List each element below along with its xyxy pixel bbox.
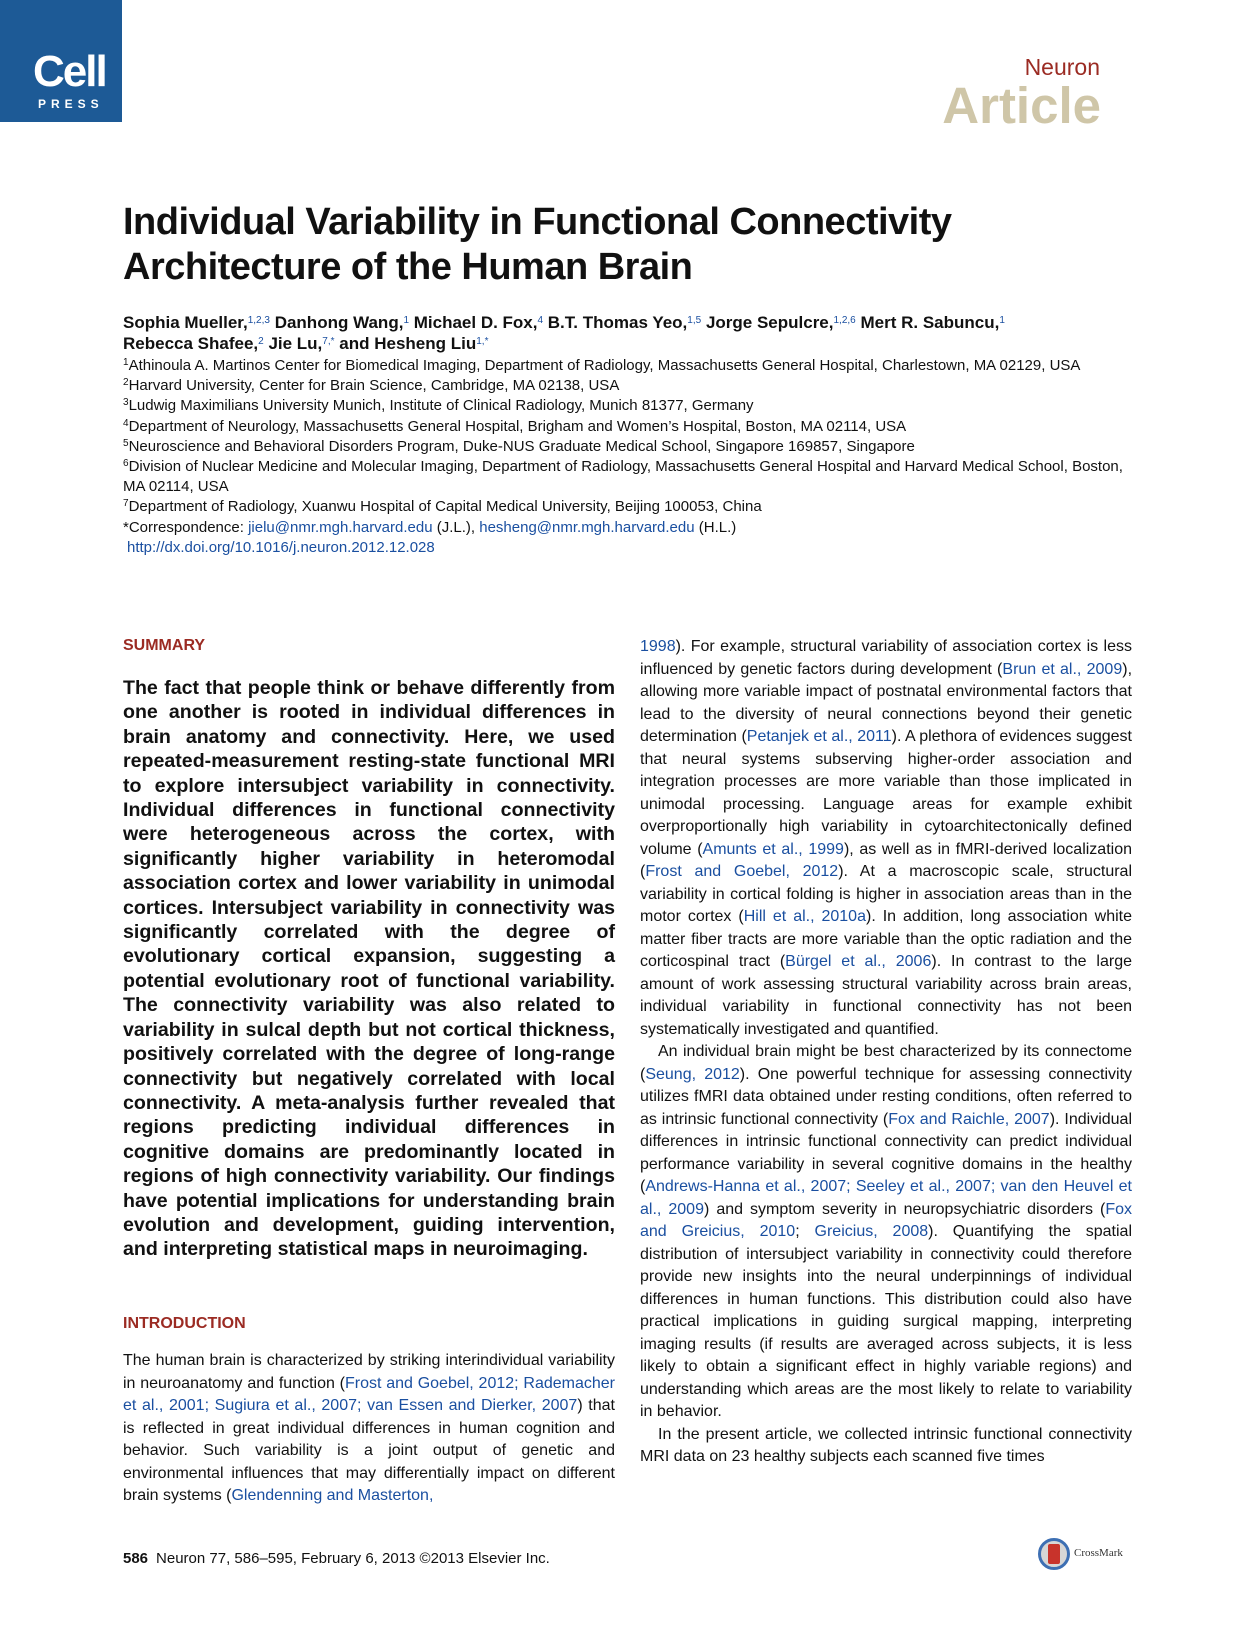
- paragraph-text: ), allowing more variable impact of postnatal environmental factors that lead to the diversity of neural connections beyond their genetic determination (: [640, 660, 1133, 745]
- summary-text: The fact that people think or behave differently from one another is rooted in individual differences in brain anatomy and connectivity. Here, we used repeated-measurement resting-state functional MRI to explore intersubject variability in connectivity. Individual differences in functional connectivity were heterogeneous across the cortex, with significantly higher variability in heteromodal association cortex and lower variability in unimodal cortices. Intersubject variability in connectivity was significantly correlated with the degree of evolutionary cortical expansion, suggesting a potential evolutionary root of functional variability. The connectivity variability was also related to variability in sulcal depth but not cortical thickness, positively correlated with the degree of long-range connectivity but negatively correlated with local connectivity. A meta-analysis further revealed that regions predicting individual differences in cognitive domains are predominantly located in regions of high connectivity variability. Our findings have potential implications for understanding brain evolution and development, guiding intervention, and interpreting statistical maps in neuroimaging.: [123, 677, 615, 1261]
- citation-link[interactable]: Fox and Greicius, 2010: [640, 1200, 1132, 1240]
- author-affiliation-marker[interactable]: 1,2,6: [833, 315, 856, 326]
- paragraph-text: ). For example, structural variability of association cortex is less influenced by genetic factors during development (: [640, 638, 1132, 678]
- author-list: [123, 312, 1103, 354]
- intro-paragraph-4: In the present article, we collected intrinsic functional connectivity MRI data on 23 healthy subjects each scanned five times: [640, 1425, 1132, 1465]
- paragraph-text: ). In contrast to the large amount of work assessing structural variability across brain areas, individual variability in functional connectivity has not been systematically investigated and quantified.: [640, 953, 1133, 1038]
- crossmark-label: CrossMark: [1074, 1547, 1123, 1559]
- affiliation-number: 2: [123, 377, 129, 389]
- correspondence: *Correspondence: jielu@nmr.mgh.harvard.edu (J.L.), hesheng@nmr.mgh.harvard.edu (H.L.): [123, 518, 737, 536]
- author-name: Sophia Mueller,: [123, 313, 248, 332]
- paragraph-text: ). One powerful technique for assessing connectivity utilizes fMRI data obtained under resting conditions, often referred to as intrinsic functional connectivity (: [640, 1065, 1133, 1128]
- intro-paragraph-1: [123, 1350, 615, 1508]
- citation-link[interactable]: Andrews-Hanna et al., 2007; Seeley et al., 2007; van den Heuvel et al., 2009: [640, 1178, 1132, 1218]
- affiliation-number: 1: [123, 357, 129, 368]
- citation-link[interactable]: 1998: [640, 638, 676, 655]
- affiliation-item: [123, 497, 1123, 517]
- paragraph-text: ). In addition, long association white matter fiber tracts are more variable than the optic radiation and the corticospinal tract (: [640, 908, 1133, 970]
- summary-heading: SUMMARY: [123, 637, 206, 654]
- author-affiliation-marker[interactable]: 1,2,3: [247, 315, 270, 326]
- author-affiliation-marker[interactable]: 2: [258, 336, 264, 347]
- citation-link[interactable]: Bürgel et al., 2006: [785, 953, 932, 970]
- intro-paragraph-3: [640, 1041, 1132, 1424]
- author-name: Danhong Wang,: [274, 313, 404, 332]
- journal-citation: Neuron 77, 586–595, February 6, 2013 ©2013 Elsevier Inc.: [156, 1550, 550, 1567]
- logo-press-text: PRESS: [38, 97, 104, 111]
- summary-section: [123, 636, 615, 1262]
- paragraph-text: ). Quantifying the spatial distribution of intersubject variability in connectivity could therefore provide new insights into the neural underpinnings of individual differences in human functions. This distribution could also have practical implications in guiding surgical mapping, interpreting imaging results (if results are averaged across subjects, it is less likely to obtain a significant effect in highly variable regions) and understanding which areas are the most likely to relate to variability in behavior.: [640, 1223, 1132, 1420]
- citation-link[interactable]: Greicius, 2008: [814, 1223, 929, 1240]
- affiliation-item: [123, 457, 1123, 497]
- author-affiliation-marker[interactable]: 1,5: [687, 315, 702, 326]
- author-name: B.T. Thomas Yeo,: [547, 313, 688, 332]
- citation-link[interactable]: Amunts et al., 1999: [702, 840, 844, 858]
- article-type: Article: [942, 77, 1101, 134]
- affiliation-text: Ludwig Maximilians University Munich, Institute of Clinical Radiology, Munich 81377, Germany: [128, 397, 754, 415]
- affiliation-text: Athinoula A. Martinos Center for Biomedical Imaging, Department of Radiology, Massachusetts General Hospital, Charlestown, MA 02129, USA: [128, 357, 1081, 374]
- cell-press-logo: [0, 0, 122, 122]
- citation-link[interactable]: Brun et al., 2009: [1002, 660, 1123, 678]
- paragraph-text: An individual brain might be best characterized by its connectome (: [640, 1043, 1132, 1083]
- affiliation-item: [123, 437, 1123, 457]
- author-affiliation-marker[interactable]: 1: [999, 315, 1005, 326]
- doi-link[interactable]: http://dx.doi.org/10.1016/j.neuron.2012.12.028: [127, 538, 435, 556]
- affiliation-text: Department of Radiology, Xuanwu Hospital of Capital Medical University, Beijing 100053, China: [128, 498, 762, 516]
- paragraph-text: ). A plethora of evidences suggest that neural systems subserving higher-order association and integration processes are more variable than those implicated in unimodal processing. Language areas for example exhibit overproportionally high variability in cytoarchitectonically defined volume (: [640, 728, 1132, 858]
- paragraph-text: ), as well as in fMRI-derived localization (: [640, 840, 1132, 880]
- email-link-hl[interactable]: hesheng@nmr.mgh.harvard.edu: [479, 518, 695, 536]
- affiliation-text: Department of Neurology, Massachusetts General Hospital, Brigham and Women’s Hospital, Boston, MA 02114, USA: [128, 417, 907, 435]
- intro-paragraph-2: [640, 636, 1132, 1041]
- author-name: Jorge Sepulcre,: [705, 313, 834, 332]
- paragraph-text: ) that is reflected in great individual differences in human cognition and behavior. Such variability is a joint output of genetic and environmental influences that may differentially impact on different brain systems (: [123, 1397, 615, 1504]
- affiliation-number: 5: [123, 437, 129, 449]
- citation-link[interactable]: Frost and Goebel, 2012: [645, 863, 839, 880]
- affiliation-item: [123, 417, 1123, 437]
- paper-title: Individual Variability in Functional Connectivity Architecture of the Human Brain: [123, 201, 952, 288]
- author-name: Jie Lu,: [268, 334, 323, 353]
- affiliation-number: 4: [123, 417, 129, 429]
- author-affiliation-marker[interactable]: 1: [403, 315, 409, 326]
- introduction-heading: INTRODUCTION: [123, 1315, 246, 1332]
- citation-link[interactable]: Hill et al., 2010a: [743, 908, 866, 925]
- author-name: Mert R. Sabuncu,: [860, 313, 1000, 332]
- affiliation-item: [123, 376, 1123, 396]
- affiliation-number: 6: [123, 458, 129, 470]
- affiliation-item: [123, 356, 1123, 376]
- affiliation-number: 7: [123, 498, 129, 510]
- journal-name: Neuron: [1024, 54, 1100, 80]
- paragraph-text: The human brain is characterized by striking interindividual variability in neuroanatomy and function (: [123, 1352, 615, 1392]
- logo-cell-text: Cell: [33, 47, 106, 96]
- paragraph-text: ). Individual differences in intrinsic functional connectivity can predict individual performance variability in several cognitive domains in the healthy (: [640, 1110, 1133, 1195]
- paragraph-text: ) and symptom severity in neuropsychiatric disorders (: [703, 1200, 1106, 1218]
- author-name: Michael D. Fox,: [413, 313, 538, 332]
- author-affiliation-marker[interactable]: 7,*: [322, 336, 335, 347]
- email-link-jl[interactable]: jielu@nmr.mgh.harvard.edu: [248, 518, 433, 536]
- affiliations: [123, 356, 1123, 558]
- paragraph-text: ;: [795, 1223, 815, 1240]
- affiliation-text: Neuroscience and Behavioral Disorders Program, Duke-NUS Graduate Medical School, Singapore 169857, Singapore: [128, 437, 915, 455]
- author-name: and Hesheng Liu: [339, 334, 477, 353]
- page-number: 586: [123, 1550, 149, 1567]
- affiliation-text: Division of Nuclear Medicine and Molecular Imaging, Department of Radiology, Massachusetts General Hospital and Harvard Medical School, Boston, MA 02114, USA: [123, 458, 1123, 496]
- affiliation-item: [123, 396, 1123, 416]
- author-affiliation-marker[interactable]: 1,*: [476, 336, 489, 347]
- author-affiliation-marker[interactable]: 4: [537, 315, 544, 326]
- crossmark-icon: [1038, 1538, 1070, 1570]
- citation-link[interactable]: Fox and Raichle, 2007: [888, 1110, 1050, 1128]
- citation-link[interactable]: Glendenning and Masterton,: [231, 1487, 434, 1504]
- paragraph-text: ). At a macroscopic scale, structural variability in cortical folding is higher in association areas than in the motor cortex (: [640, 863, 1133, 925]
- right-column: [640, 636, 1132, 1469]
- affiliation-number: 3: [123, 397, 129, 409]
- citation-link[interactable]: Petanjek et al., 2011: [746, 728, 892, 745]
- crossmark-badge[interactable]: [1038, 1538, 1134, 1578]
- page-footer: [123, 1549, 550, 1569]
- citation-link[interactable]: Frost and Goebel, 2012; Rademacher et al., 2001; Sugiura et al., 2007; van Essen and Dierker, 2007: [123, 1374, 615, 1414]
- citation-link[interactable]: Seung, 2012: [645, 1065, 740, 1083]
- author-name: Rebecca Shafee,: [123, 334, 259, 353]
- affiliation-text: Harvard University, Center for Brain Science, Cambridge, MA 02138, USA: [128, 377, 620, 395]
